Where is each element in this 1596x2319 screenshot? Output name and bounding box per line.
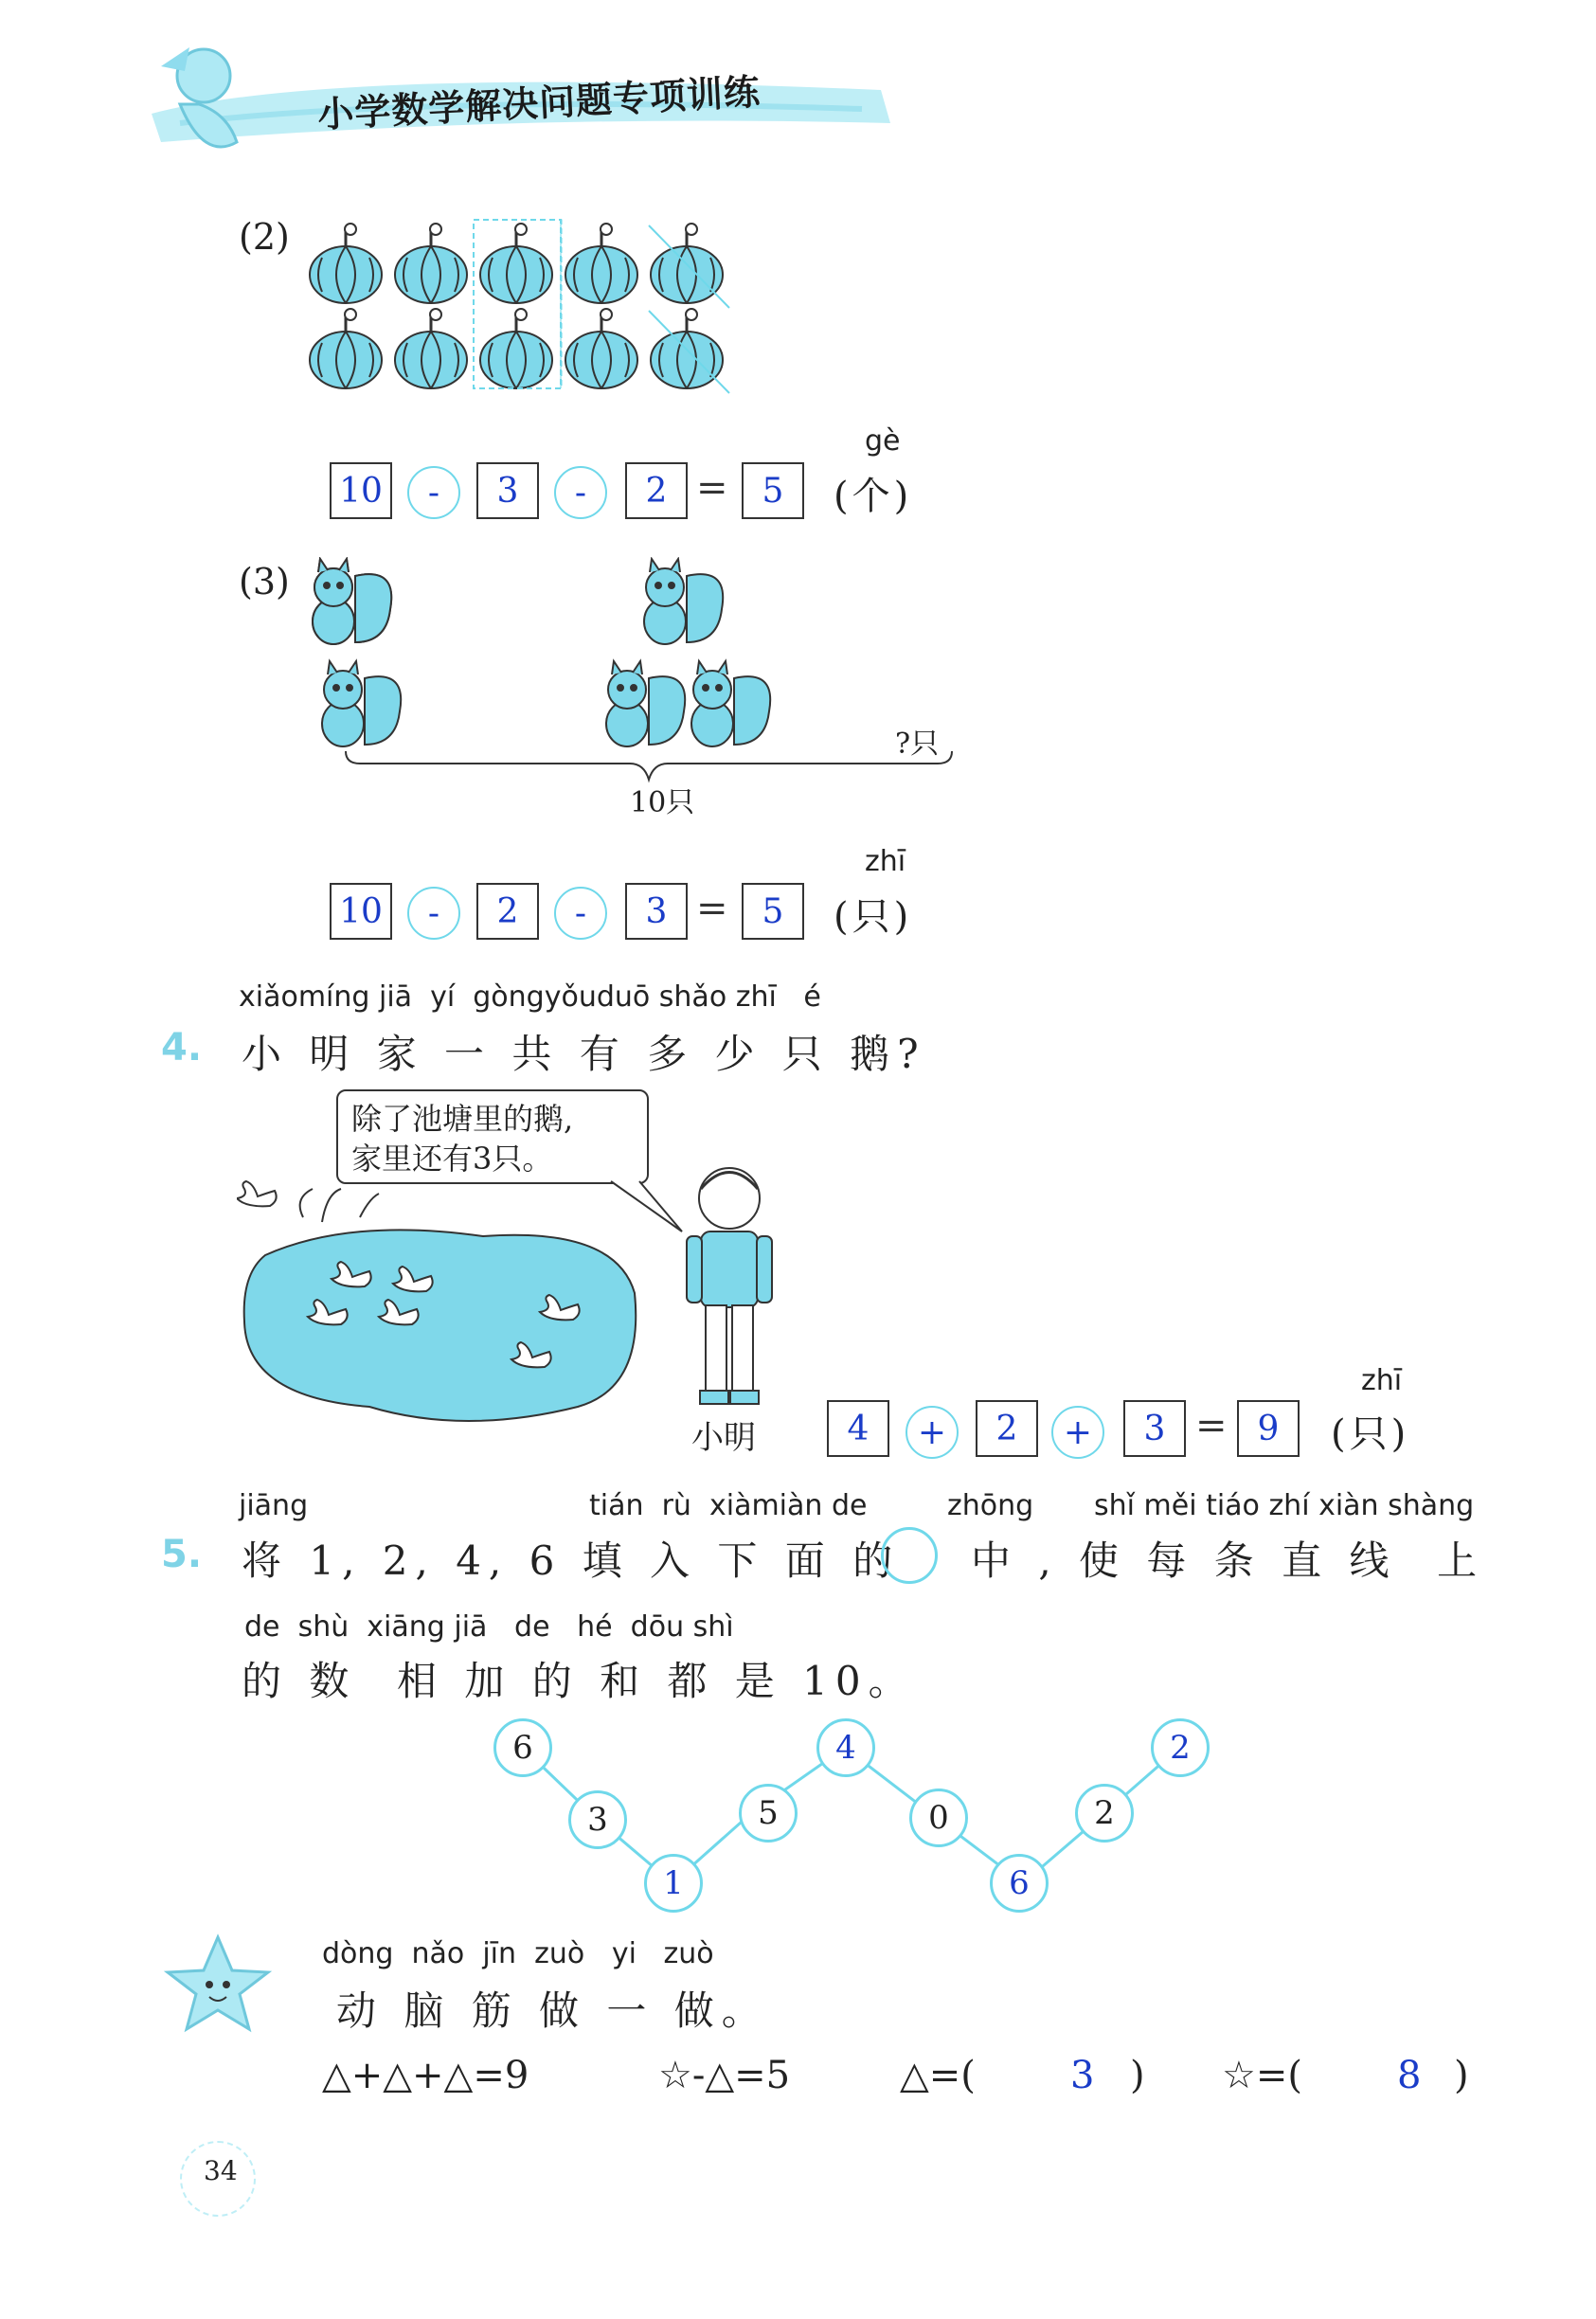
part3-unit: (只) xyxy=(834,895,913,939)
q4-box-a[interactable]: 4 xyxy=(827,1400,889,1457)
part2-unit: (个) xyxy=(834,475,913,518)
part3-unknown-label: ?只 xyxy=(895,728,940,761)
q5-text-1a: 将 1, 2, 4, 6 填 入 下 面 的 xyxy=(242,1537,901,1584)
q5-pinyin-2: de shù xiāng jiā de hé dōu shì xyxy=(244,1610,734,1644)
part2-equals: = xyxy=(696,466,728,510)
bonus-expr-2: ☆-△=5 xyxy=(658,2054,791,2097)
star-mascot-icon xyxy=(156,1932,289,2046)
zigzag-node-7[interactable]: 6 xyxy=(990,1854,1049,1913)
star-close: ) xyxy=(1454,2054,1469,2097)
q4-unit: (只) xyxy=(1331,1412,1410,1456)
part2-box-b[interactable]: 3 xyxy=(476,462,539,519)
zigzag-node-3[interactable]: 1 xyxy=(644,1854,703,1913)
zigzag-node-6[interactable]: 0 xyxy=(909,1789,968,1847)
page-number: 34 xyxy=(204,2155,238,2186)
pond-with-geese-illustration xyxy=(237,1179,654,1426)
bubble-line-1: 除了池塘里的鹅, xyxy=(351,1101,574,1137)
q4-text: 小 明 家 一 共 有 多 少 只 鹅? xyxy=(242,1031,926,1077)
part3-box-result[interactable]: 5 xyxy=(742,883,804,940)
triangle-answer[interactable]: 3 xyxy=(1070,2054,1095,2097)
bonus-expr-1: △+△+△=9 xyxy=(322,2054,529,2097)
part3-box-a[interactable]: 10 xyxy=(330,883,392,940)
zigzag-node-8[interactable]: 2 xyxy=(1075,1784,1134,1843)
part3-op2[interactable]: - xyxy=(554,887,607,940)
zigzag-node-5[interactable]: 4 xyxy=(816,1718,875,1777)
q5-pinyin-1a: jiāng xyxy=(239,1489,309,1522)
star-answer[interactable]: 8 xyxy=(1397,2054,1422,2097)
bonus-pinyin: dòng nǎo jīn zuò yi zuò xyxy=(322,1937,714,1970)
zigzag-node-9[interactable]: 2 xyxy=(1151,1718,1210,1777)
header-title: 小学数学解决问题专项训练 xyxy=(316,70,762,136)
pumpkins-illustration xyxy=(303,218,739,398)
part2-op2[interactable]: - xyxy=(554,466,607,519)
q4-equals: = xyxy=(1195,1404,1228,1447)
zigzag-node-1[interactable]: 6 xyxy=(493,1718,552,1777)
q4-box-result[interactable]: 9 xyxy=(1237,1400,1300,1457)
part3-label: (3) xyxy=(239,561,290,602)
q4-op1[interactable]: + xyxy=(906,1406,959,1459)
q5-pinyin-1b: tián rù xiàmiàn de xyxy=(589,1489,868,1522)
zigzag-node-2[interactable]: 3 xyxy=(568,1790,627,1849)
q5-text-2: 的 数 相 加 的 和 都 是 10。 xyxy=(242,1658,916,1704)
bubble-line-2: 家里还有3只。 xyxy=(351,1141,553,1177)
part3-box-c[interactable]: 3 xyxy=(625,883,688,940)
part3-unit-pinyin: zhī xyxy=(865,845,906,878)
q5-number: 5. xyxy=(161,1533,203,1576)
q4-box-b[interactable]: 2 xyxy=(976,1400,1038,1457)
boy-label: 小明 xyxy=(691,1419,756,1457)
blank-circle-icon xyxy=(881,1527,938,1584)
part2-box-c[interactable]: 2 xyxy=(625,462,688,519)
squirrels-illustration xyxy=(303,557,786,756)
part2-op1[interactable]: - xyxy=(407,466,460,519)
zigzag-node-4[interactable]: 5 xyxy=(739,1784,798,1843)
part3-total-label: 10只 xyxy=(630,786,695,819)
triangle-label: △=( xyxy=(900,2054,976,2097)
bonus-title: 动 脑 筋 做 一 做。 xyxy=(336,1987,769,2034)
q4-unit-pinyin: zhī xyxy=(1361,1364,1403,1397)
q4-pinyin: xiǎomíng jiā yí gòngyǒuduō shǎo zhī é xyxy=(239,980,821,1014)
q4-op2[interactable]: + xyxy=(1051,1406,1104,1459)
part2-box-a[interactable]: 10 xyxy=(330,462,392,519)
q4-box-c[interactable]: 3 xyxy=(1123,1400,1186,1457)
part2-unit-pinyin: gè xyxy=(865,424,901,458)
q5-pinyin-1d: shǐ měi tiáo zhí xiàn shàng xyxy=(1094,1489,1475,1522)
part2-label: (2) xyxy=(239,216,290,258)
triangle-close: ) xyxy=(1130,2054,1145,2097)
part2-box-result[interactable]: 5 xyxy=(742,462,804,519)
star-label: ☆=( xyxy=(1222,2054,1302,2097)
part3-box-b[interactable]: 2 xyxy=(476,883,539,940)
q4-number: 4. xyxy=(161,1026,203,1070)
part3-op1[interactable]: - xyxy=(407,887,460,940)
speech-bubble xyxy=(336,1089,649,1184)
boy-xiaoming-illustration xyxy=(677,1156,781,1411)
q5-pinyin-1c: zhōng xyxy=(947,1489,1034,1522)
part3-equals: = xyxy=(696,887,728,930)
q5-text-1b: 中 , 使 每 条 直 线 上 xyxy=(971,1537,1485,1584)
kid-mascot-icon xyxy=(142,38,265,171)
